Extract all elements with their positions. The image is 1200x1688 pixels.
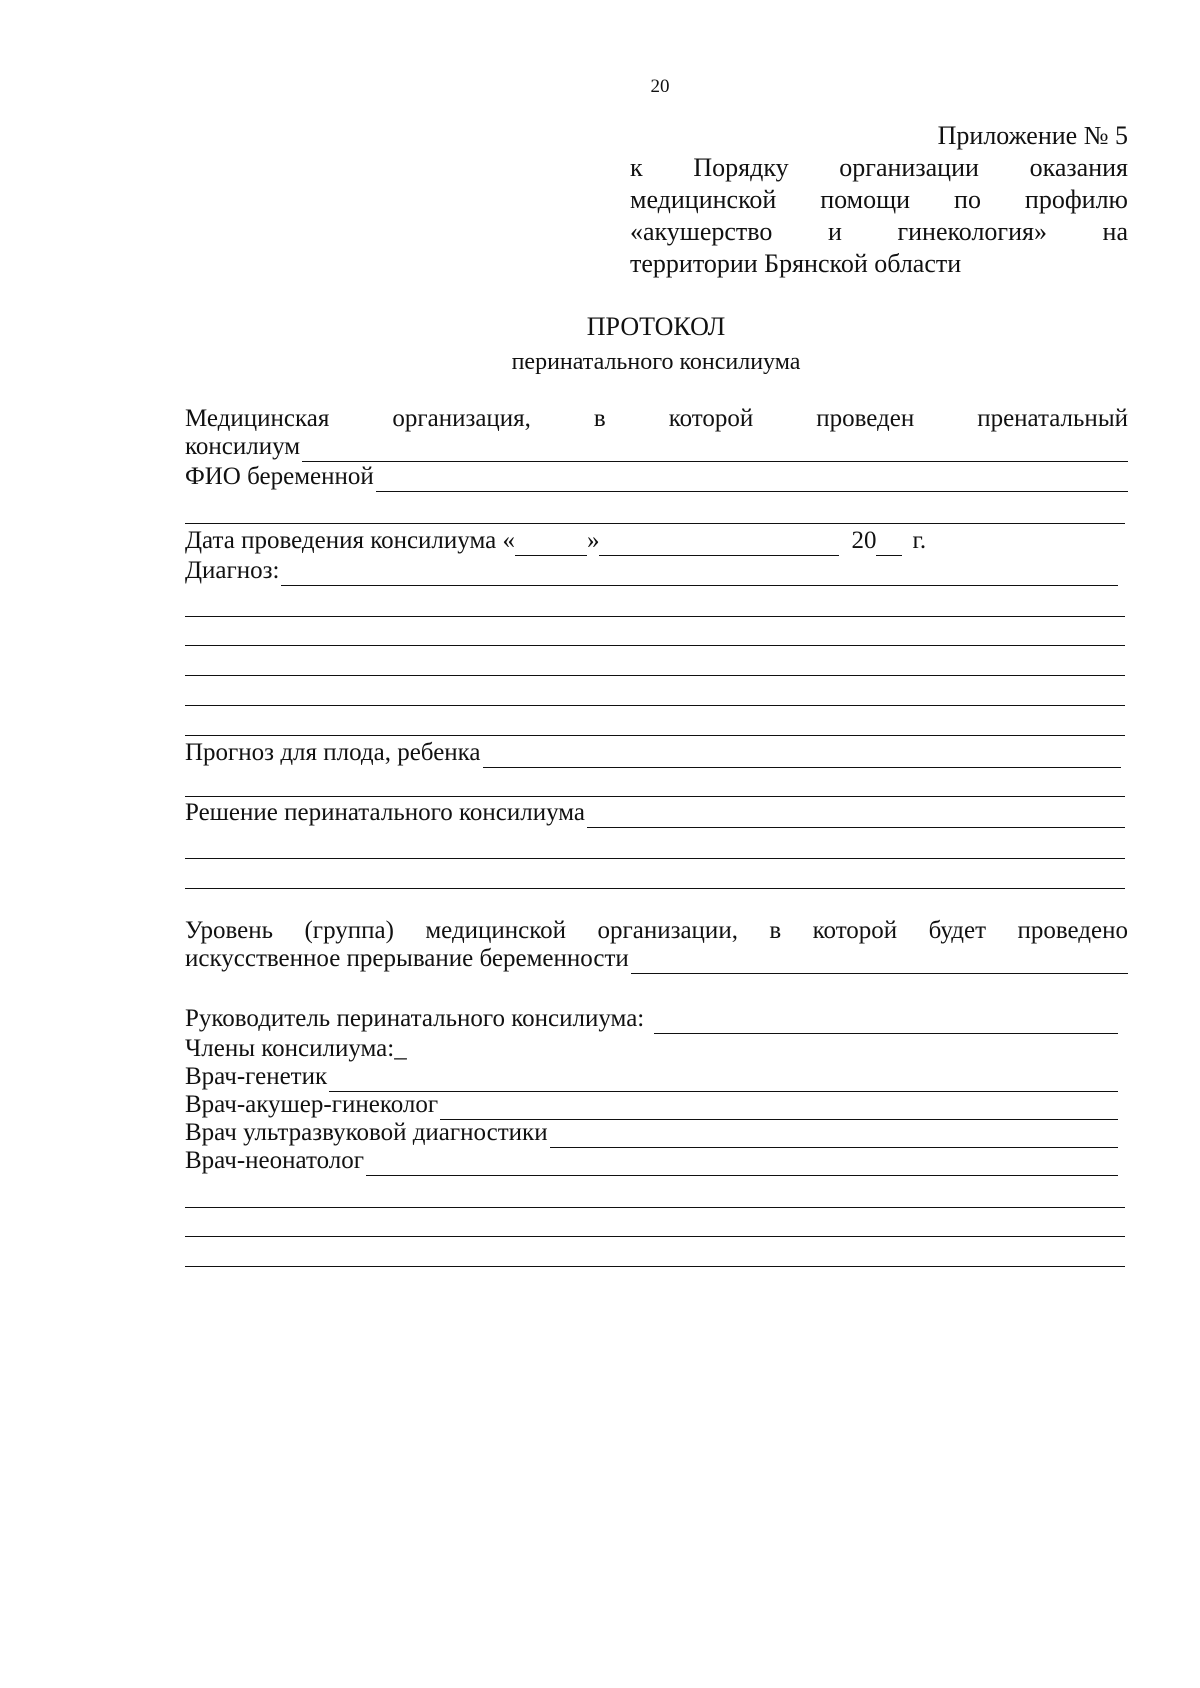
member-label: Врач-неонатолог: [185, 1147, 364, 1174]
level-row: [185, 944, 1128, 974]
member-field-ultrasound[interactable]: [550, 1119, 1118, 1148]
member-field-obstetrician[interactable]: [440, 1091, 1118, 1120]
decision-line[interactable]: [185, 858, 1125, 859]
member-row: [185, 1062, 1118, 1092]
member-label: Врач ультразвуковой диагностики: [185, 1119, 548, 1146]
page-number: 20: [650, 76, 670, 97]
members-label: Члены консилиума:_: [185, 1035, 407, 1062]
org-label: консилиум: [185, 433, 301, 460]
org-line: Медицинская организация, в которой проведен пренатальный: [185, 405, 1128, 432]
org-field[interactable]: [302, 433, 1128, 462]
patient-label: ФИО беременной: [185, 463, 374, 490]
patient-row: [185, 462, 1128, 492]
decision-label: Решение перинатального консилиума: [185, 799, 585, 826]
appendix-block: [630, 120, 1128, 280]
diagnosis-line[interactable]: [185, 705, 1125, 706]
diagnosis-line[interactable]: [185, 735, 1125, 736]
diagnosis-line[interactable]: [185, 616, 1125, 617]
date-close-quote: »: [586, 527, 600, 554]
extra-member-line[interactable]: [185, 1207, 1125, 1208]
decision-line[interactable]: [185, 888, 1125, 889]
org-row: [185, 432, 1128, 462]
patient-field[interactable]: [376, 463, 1128, 492]
member-field-neonatologist[interactable]: [366, 1147, 1118, 1176]
diagnosis-field[interactable]: [281, 557, 1118, 586]
document-title: ПРОТОКОЛ: [586, 312, 726, 341]
date-suffix: г.: [912, 527, 927, 554]
diagnosis-line[interactable]: [185, 645, 1125, 646]
decision-field[interactable]: [587, 799, 1125, 828]
appendix-title: Приложение № 5: [937, 121, 1128, 150]
level-label: искусственное прерывание беременности: [185, 945, 629, 972]
date-month-field[interactable]: [599, 529, 839, 556]
diagnosis-label: Диагноз:: [185, 557, 280, 584]
head-field[interactable]: [654, 1005, 1118, 1034]
member-row: [185, 1090, 1118, 1120]
diagnosis-row: [185, 556, 1118, 586]
level-field[interactable]: [631, 945, 1128, 974]
document-subtitle: перинатального консилиума: [511, 349, 801, 375]
prognosis-extra-line[interactable]: [185, 796, 1125, 797]
appendix-line: медицинской помощи по профилю: [630, 185, 1128, 214]
extra-member-line[interactable]: [185, 1266, 1125, 1267]
member-row: [185, 1118, 1118, 1148]
member-label: Врач-генетик: [185, 1063, 328, 1090]
date-year: 20: [851, 527, 877, 554]
patient-extra-line[interactable]: [185, 523, 1125, 524]
appendix-line: «акушерство и гинекология» на: [630, 217, 1128, 246]
prognosis-row: [185, 738, 1121, 768]
extra-member-line[interactable]: [185, 1236, 1125, 1237]
head-row: [185, 1004, 1118, 1034]
date-label: Дата проведения консилиума «: [185, 527, 515, 554]
date-day-field[interactable]: [515, 529, 587, 556]
members-row: [185, 1034, 785, 1064]
decision-row: [185, 798, 1125, 828]
head-label: Руководитель перинатального консилиума:: [185, 1005, 645, 1032]
appendix-last-line: территории Брянской области: [630, 249, 962, 278]
prognosis-label: Прогноз для плода, ребенка: [185, 739, 481, 766]
appendix-line: к Порядку организации оказания: [630, 153, 1128, 182]
member-field-geneticist[interactable]: [329, 1063, 1118, 1092]
level-line: Уровень (группа) медицинской организации, в которой будет проведено: [185, 917, 1128, 944]
diagnosis-line[interactable]: [185, 675, 1125, 676]
prognosis-field[interactable]: [483, 739, 1121, 768]
member-row: [185, 1146, 1118, 1176]
date-row: [185, 526, 975, 556]
member-label: Врач-акушер-гинеколог: [185, 1091, 439, 1118]
date-year-field[interactable]: [876, 529, 902, 556]
